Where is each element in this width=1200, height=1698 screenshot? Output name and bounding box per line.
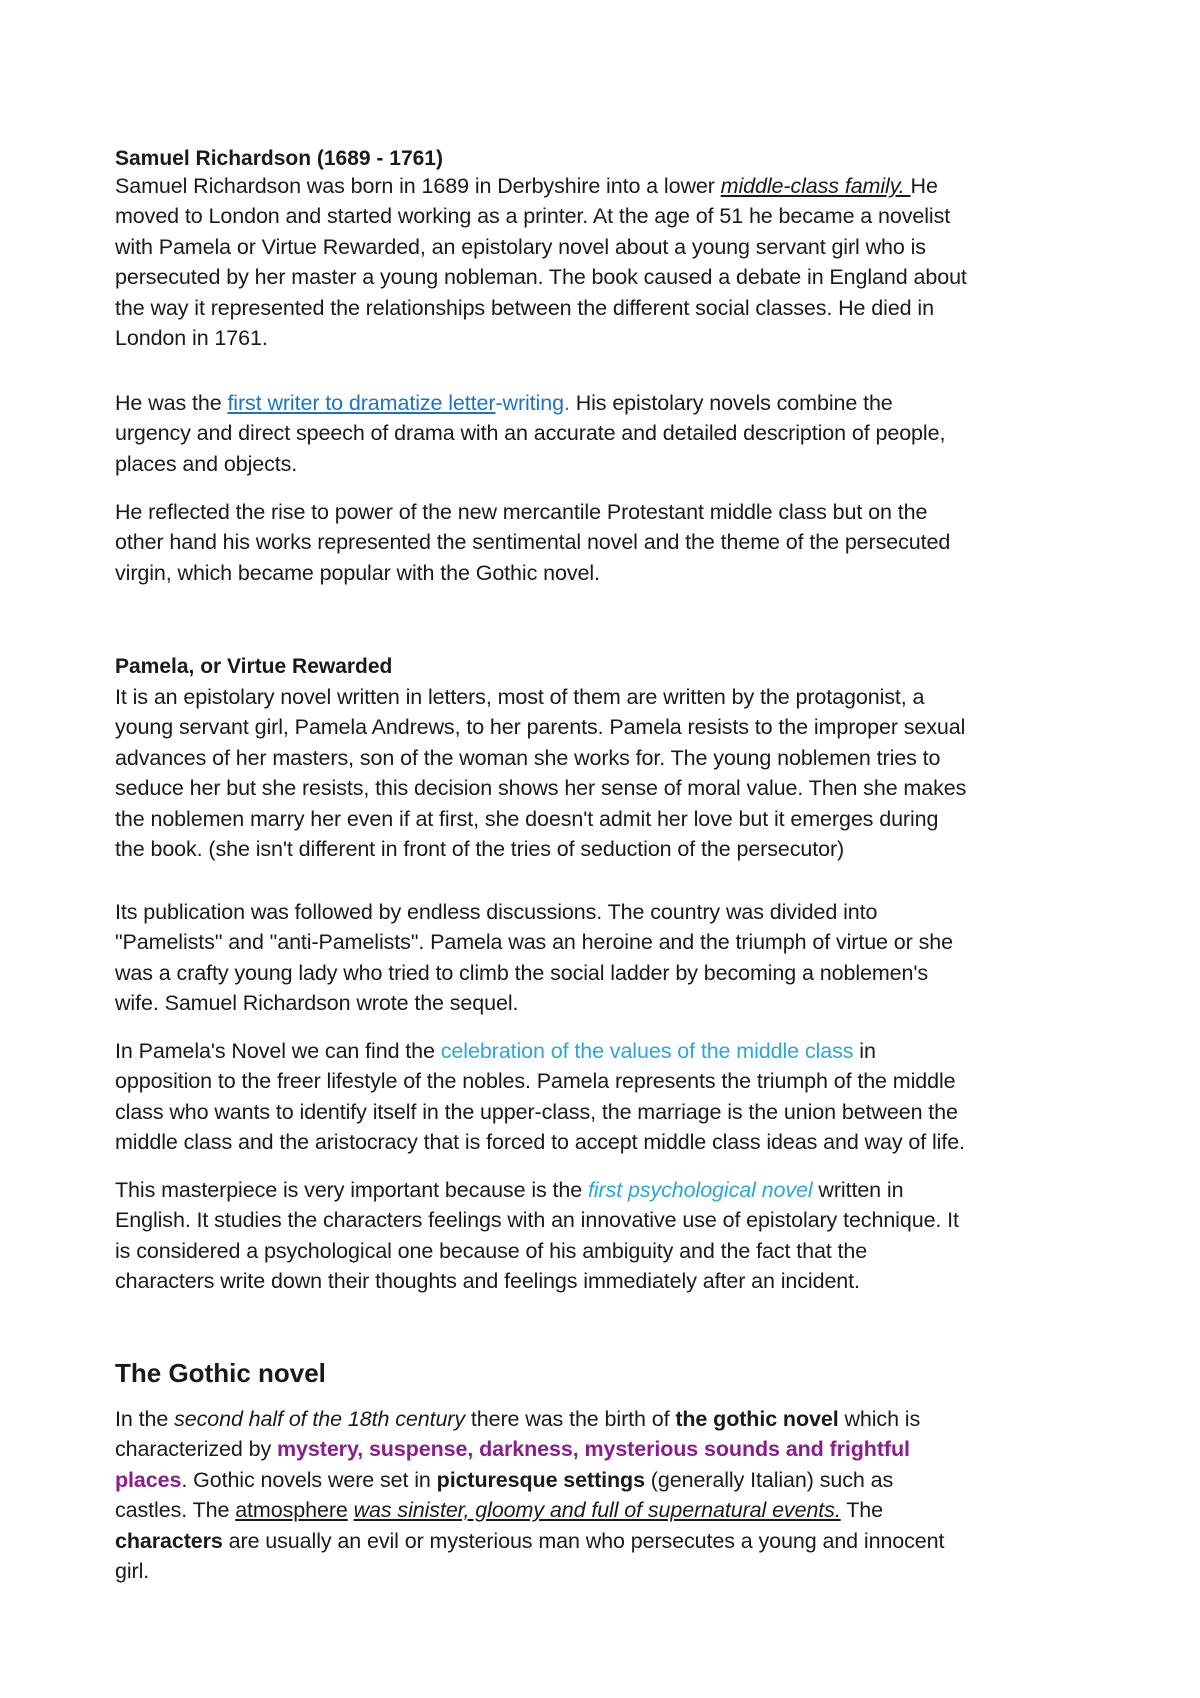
paragraph-publication (115, 897, 1100, 1019)
text-line: the way it represented the relationships between the different social classes. He died in (115, 295, 934, 320)
section-heading-gothic-novel: The Gothic novel (115, 1358, 326, 1388)
text-run: castles. The (115, 1498, 236, 1523)
text-line: the noblemen marry her even if at first, she doesn't admit her love but it emerges during (115, 806, 939, 831)
highlighted-phrase: first psychological novel (587, 1178, 813, 1202)
text-run: are usually an evil or mysterious man who persecutes a young and innocent (222, 1528, 945, 1553)
text-run: He was the (115, 391, 228, 415)
underlined-phrase: middle-class family. (720, 174, 911, 198)
text-run: which is (838, 1407, 921, 1431)
bold-phrase: picturesque settings (436, 1467, 645, 1492)
text-line: class who wants to identify itself in the upper-class, the marriage is the union between the (115, 1099, 958, 1124)
highlighted-phrase: mystery, suspense, darkness, mysterious sounds and frightful (277, 1437, 910, 1462)
text-line (115, 1434, 1100, 1464)
text-line: middle class and the aristocracy that is forced to accept middle class ideas and way of life. (115, 1130, 965, 1155)
paragraph-gothic (115, 1404, 1100, 1586)
paragraph-masterpiece (115, 1175, 1100, 1297)
text-line: persecuted by her master a young nobleman. The book caused a debate in England about (115, 265, 967, 290)
highlighted-phrase: -writing. (495, 391, 570, 415)
text-run: The (840, 1498, 883, 1523)
text-line (115, 1404, 1100, 1434)
text-line: girl. (115, 1558, 150, 1583)
text-line: English. It studies the characters feelings with an innovative use of epistolary technique. It (115, 1208, 959, 1233)
text-line: He reflected the rise to power of the new mercantile Protestant middle class but on the (115, 500, 928, 524)
text-line: is considered a psychological one because of his ambiguity and the fact that the (115, 1238, 868, 1263)
paragraph-epistolary (115, 388, 1100, 479)
section-title-pamela: Pamela, or Virtue Rewarded (115, 655, 393, 678)
text-run: This masterpiece is very important because is the (115, 1178, 588, 1202)
text-line (115, 388, 1100, 418)
highlighted-phrase: celebration of the values of the middle class (440, 1039, 854, 1063)
text-line: other hand his works represented the sentimental novel and the theme of the persecuted (115, 530, 951, 555)
text-line: characters write down their thoughts and feelings immediately after an incident. (115, 1269, 860, 1294)
text-run: in (853, 1039, 876, 1063)
text-run: written in (812, 1178, 904, 1202)
text-line: Its publication was followed by endless discussions. The country was divided into (115, 900, 878, 924)
text-run: His epistolary novels combine the (569, 391, 893, 415)
text-line (115, 171, 1100, 201)
text-line: London in 1761. (115, 325, 268, 350)
text-run: In Pamela's Novel we can find the (115, 1039, 441, 1063)
text-run: there was the birth of (465, 1407, 676, 1431)
bold-phrase: characters (115, 1528, 223, 1553)
text-line: young servant girl, Pamela Andrews, to her parents. Pamela resists to the improper sexual (115, 715, 966, 740)
text-run: characterized by (115, 1437, 278, 1462)
text-line: with Pamela or Virtue Rewarded, an epistolary novel about a young servant girl who is (115, 234, 926, 259)
text-run: Samuel Richardson was born in 1689 in Derbyshire into a lower (115, 174, 721, 198)
underlined-phrase: was sinister, gloomy and full of supernatural events. (353, 1498, 841, 1523)
text-run: He (910, 174, 938, 198)
text-line (115, 1465, 1100, 1495)
text-run: (generally Italian) such as (644, 1467, 894, 1492)
text-run: . Gothic novels were set in (181, 1467, 437, 1492)
underlined-phrase: atmosphere (235, 1498, 348, 1523)
paragraph-biography (115, 171, 1100, 353)
paragraph-values (115, 1036, 1100, 1158)
text-line: advances of her masters, son of the woman she works for. The young noblemen tries to (115, 745, 941, 770)
text-line (115, 1175, 1100, 1205)
text-line: urgency and direct speech of drama with an accurate and detailed description of people, (115, 421, 946, 446)
text-line (115, 1495, 1100, 1525)
text-line: moved to London and started working as a printer. At the age of 51 he became a novelist (115, 204, 951, 229)
italic-phrase: second half of the 18th century (174, 1407, 466, 1431)
paragraph-middle-class (115, 497, 1100, 588)
text-line: It is an epistolary novel written in letters, most of them are written by the protagonist, a (115, 685, 925, 709)
text-line (115, 1526, 1100, 1556)
hyperlink-first-writer[interactable]: first writer to dramatize letter (227, 391, 496, 415)
highlighted-phrase: places (115, 1467, 182, 1492)
text-line: places and objects. (115, 451, 298, 476)
text-line: was a crafty young lady who tried to climb the social ladder by becoming a noblemen's (115, 960, 929, 985)
bold-phrase: the gothic novel (675, 1407, 839, 1431)
section-title-samuel-richardson: Samuel Richardson (1689 - 1761) (115, 147, 443, 170)
text-line: "Pamelists" and "anti-Pamelists". Pamela was an heroine and the triumph of virtue or she (115, 930, 953, 955)
text-line: the book. (she isn't different in front of the tries of seduction of the persecutor) (115, 836, 845, 861)
paragraph-pamela-summary (115, 682, 1100, 864)
text-run: In the (115, 1407, 175, 1431)
text-line: opposition to the freer lifestyle of the nobles. Pamela represents the triumph of the middle (115, 1069, 956, 1094)
text-line (115, 1036, 1100, 1066)
text-line: seduce her but she resists, this decision shows her sense of moral value. Then she makes (115, 776, 967, 801)
text-line: virgin, which became popular with the Gothic novel. (115, 560, 600, 585)
text-line: wife. Samuel Richardson wrote the sequel. (115, 991, 519, 1016)
